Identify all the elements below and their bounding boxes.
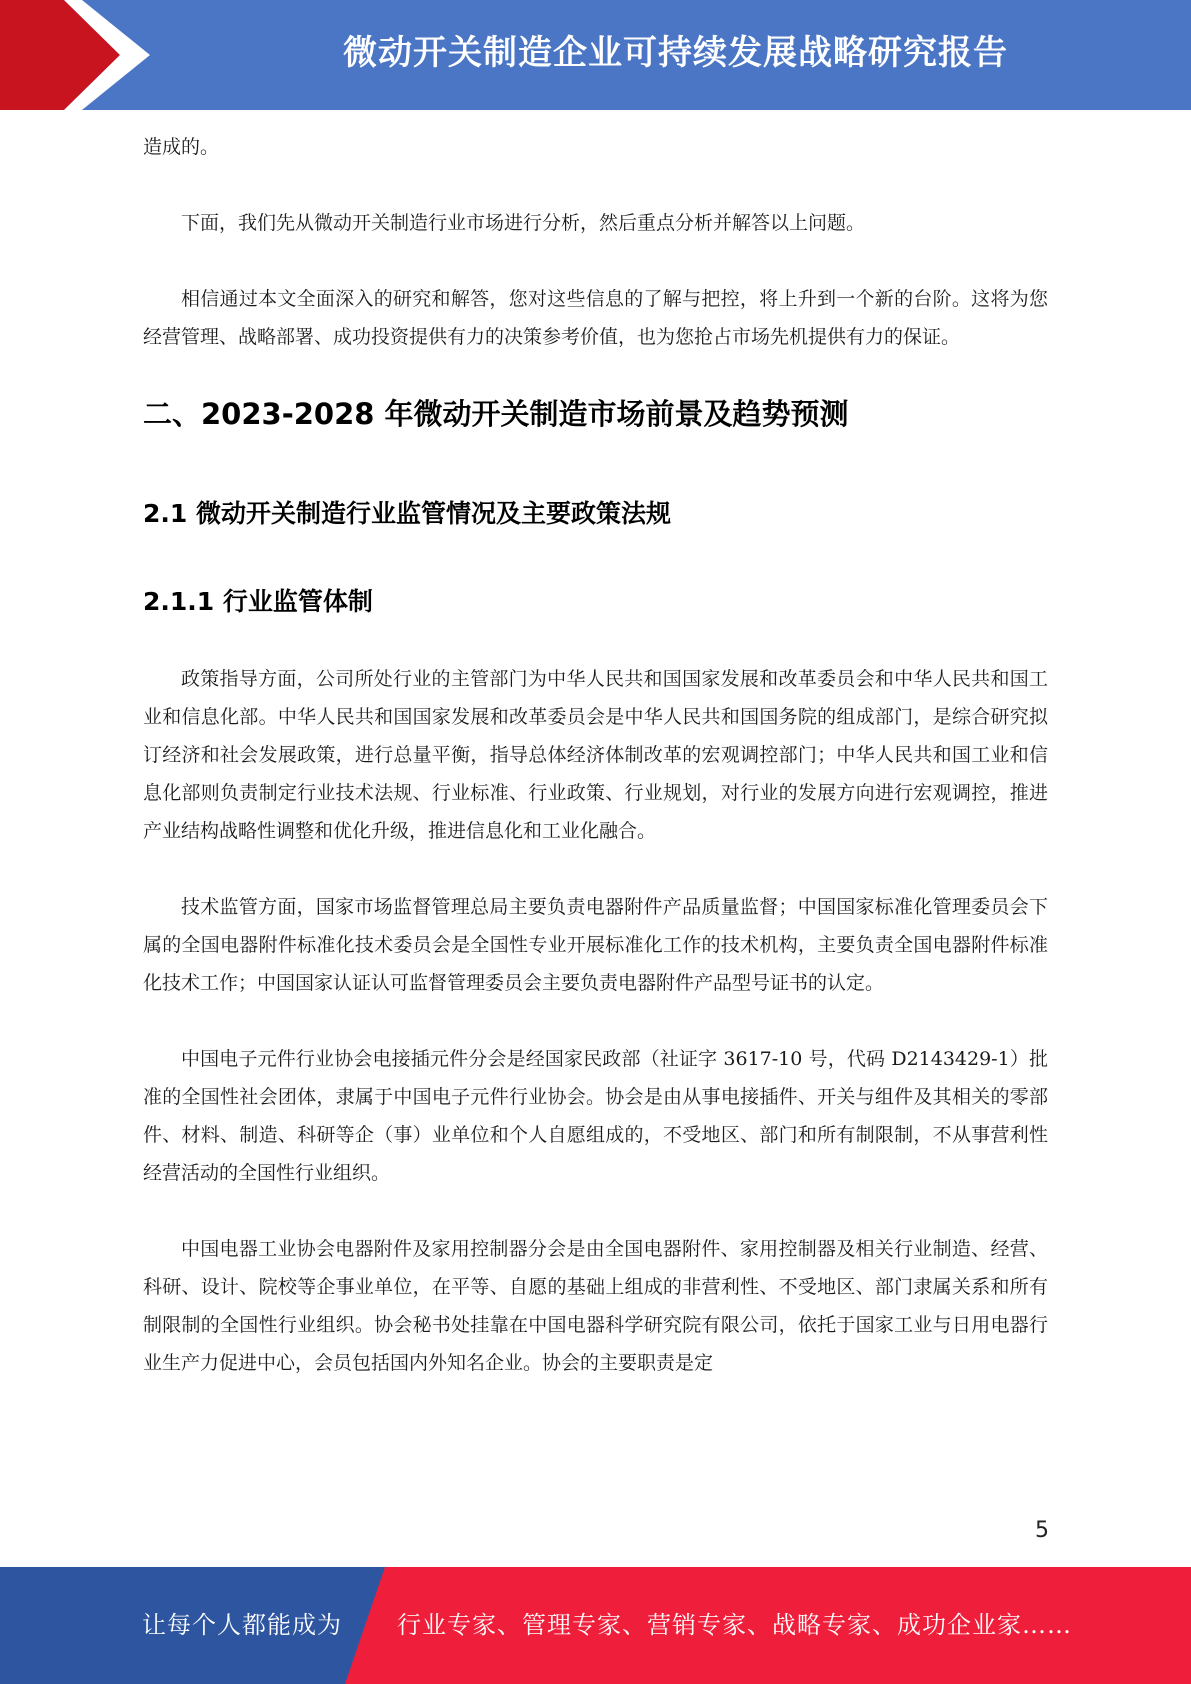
paragraph-continuation: 造成的。 <box>143 136 220 158</box>
page-content <box>143 128 1048 1420</box>
paragraph-electrical-association: 中国电器工业协会电器附件及家用控制器分会是由全国电器附件、家用控制器及相关行业制造、经营、科研、设计、院校等企事业单位，在平等、自愿的基础上组成的非营利性、不受地区、部门隶属关系和所有制限制的全国性行业组织。协会秘书处挂靠在中国电器科学研究院有限公司，依托于国家工业与日用电器行业生产力促进中心，会员包括国内外知名企业。协会的主要职责是定 <box>143 1238 1048 1374</box>
paragraph-policy-guidance: 政策指导方面，公司所处行业的主管部门为中华人民共和国国家发展和改革委员会和中华人民共和国工业和信息化部。中华人民共和国国家发展和改革委员会是中华人民共和国国务院的组成部门，是综合研究拟订经济和社会发展政策，进行总量平衡，指导总体经济体制改革的宏观调控部门；中华人民共和国工业和信息化部则负责制定行业技术法规、行业标准、行业政策、行业规划，对行业的发展方向进行宏观调控，推进产业结构战略性调整和优化升级，推进信息化和工业化融合。 <box>143 668 1048 842</box>
paragraph-value: 相信通过本文全面深入的研究和解答，您对这些信息的了解与把控，将上升到一个新的台阶。这将为您经营管理、战略部署、成功投资提供有力的决策参考价值，也为您抢占市场先机提供有力的保证。 <box>143 288 1048 348</box>
paragraph-intro: 下面，我们先从微动开关制造行业市场进行分析，然后重点分析并解答以上问题。 <box>181 212 866 234</box>
report-title: 微动开关制造企业可持续发展战略研究报告 <box>343 33 1008 73</box>
footer-slogan-lead: 让每个人都能成为 <box>142 1611 342 1639</box>
footer-slogan-roles: 行业专家、管理专家、营销专家、战略专家、成功企业家…… <box>397 1611 1072 1639</box>
subsection-heading: 2.1 微动开关制造行业监管情况及主要政策法规 <box>143 499 671 528</box>
paragraph-electronics-association: 中国电子元件行业协会电接插元件分会是经国家民政部（社证字 3617-10 号，代码 D2143429-1）批准的全国性社会团体，隶属于中国电子元件行业协会。协会是由从事电接插件、开关与组件及其相关的零部件、材料、制造、科研等企（事）业单位和个人自愿组成的，不受地区、部门和所有制限制，不从事营利性经营活动的全国性行业组织。 <box>143 1048 1048 1184</box>
page-footer <box>0 1567 1191 1684</box>
section-heading: 二、2023-2028 年微动开关制造市场前景及趋势预测 <box>143 397 849 431</box>
paragraph-technical-supervision: 技术监管方面，国家市场监督管理总局主要负责电器附件产品质量监督；中国国家标准化管理委员会下属的全国电器附件标准化技术委员会是全国性专业开展标准化工作的技术机构，主要负责全国电器附件标准化技术工作；中国国家认证认可监督管理委员会主要负责电器附件产品型号证书的认定。 <box>143 896 1048 994</box>
page-header <box>0 0 1191 110</box>
page-number: 5 <box>1035 1518 1049 1543</box>
header-arrow-decoration <box>0 0 160 110</box>
sub-subsection-heading: 2.1.1 行业监管体制 <box>143 587 373 616</box>
